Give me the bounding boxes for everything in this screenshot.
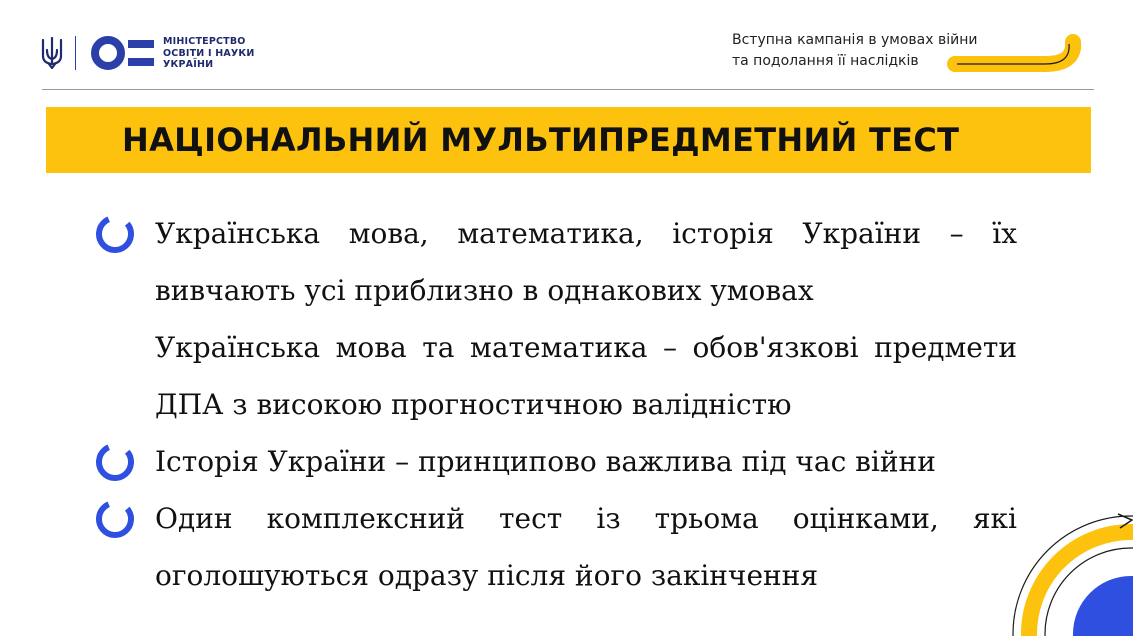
campaign-line-1: Вступна кампанія в умовах війни [732, 32, 978, 48]
header-separator [75, 36, 76, 70]
header-divider [42, 89, 1094, 90]
ministry-name [163, 36, 255, 71]
bullet-3-line-1: Один комплексний тест із трьома оцінками, які [155, 502, 1017, 535]
title-banner [46, 107, 1091, 173]
bullet-3-line-2: оголошуються одразу після його закінчення [155, 559, 819, 592]
trident-icon [40, 36, 64, 70]
campaign-line-2: та подолання її наслідків [732, 53, 919, 69]
bullet-ring-icon [94, 498, 136, 540]
ministry-line-1: МІНІСТЕРСТВО [163, 36, 246, 47]
campaign-caption [732, 30, 978, 72]
bullet-2-line-1: Історія України – принципово важлива під час війни [155, 445, 936, 478]
ministry-line-3: УКРАЇНИ [163, 59, 214, 70]
swoosh-decoration [945, 34, 1085, 80]
bullet-1-line-3: Українська мова та математика – обов'язкові предмети [155, 331, 1017, 364]
header [0, 0, 1133, 92]
bullet-ring-icon [94, 441, 136, 483]
mon-logo-icon [90, 34, 156, 72]
bullet-ring-icon [94, 213, 136, 255]
bullet-1-line-2: вивчають усі приблизно в однакових умовах [155, 274, 814, 307]
bullet-1-line-1: Українська мова, математика, історія України – їх [155, 217, 1017, 250]
ministry-line-2: ОСВІТИ І НАУКИ [163, 47, 255, 59]
page-title: НАЦІОНАЛЬНИЙ МУЛЬТИПРЕДМЕТНИЙ ТЕСТ [122, 121, 960, 159]
circle-decoration [1006, 484, 1133, 636]
bullet-1-line-4: ДПА з високою прогностичною валідністю [155, 388, 792, 421]
